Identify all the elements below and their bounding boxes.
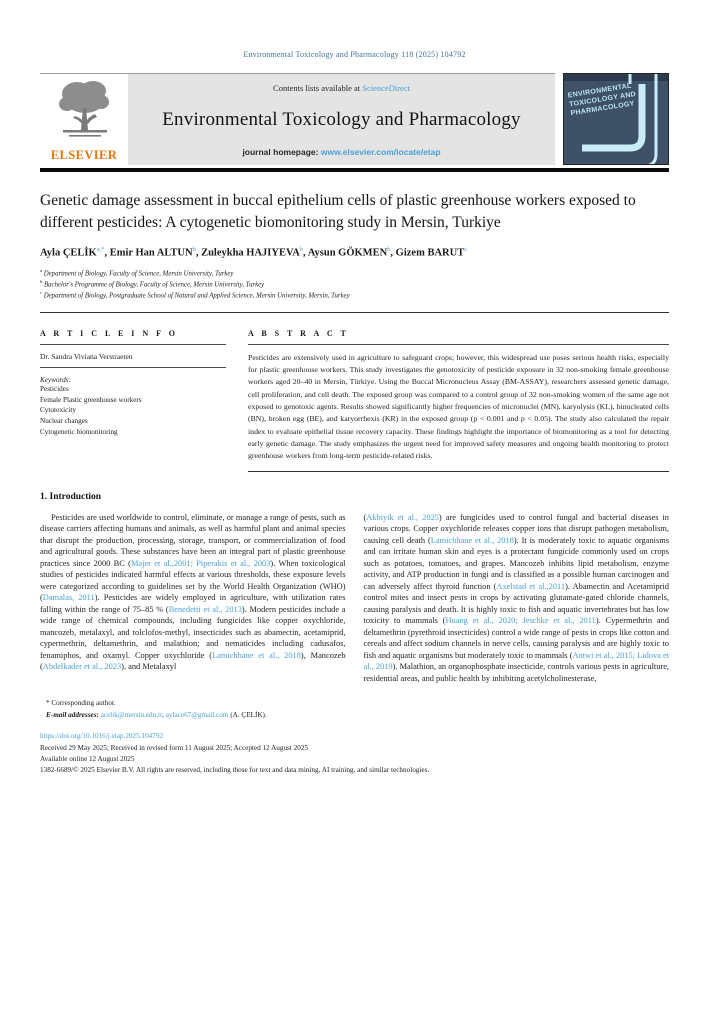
article-info-rule — [40, 344, 226, 345]
article-info-rule2 — [40, 367, 226, 368]
article-info-heading: A R T I C L E I N F O — [40, 328, 178, 338]
abstract-panel — [248, 329, 669, 472]
corresponding-author-note: * Corresponding author. — [46, 699, 116, 708]
superscript-marker: b — [192, 246, 196, 253]
copyright-line: 1382-6689/© 2025 Elsevier B.V. All rights are reserved, including those for text and data mining, AI training, and similar technologies. — [40, 765, 430, 774]
keyword: Cytogenetic biomonitoring — [40, 428, 118, 437]
citation-link[interactable]: Huang et al., 2020; Jeschke et al., 2011 — [445, 616, 596, 626]
superscript-marker: a — [40, 267, 43, 273]
header-rule — [40, 312, 669, 313]
article-info-panel — [40, 329, 226, 472]
footnote-block — [40, 698, 669, 721]
contents-label: Contents lists available at — [273, 83, 361, 93]
email-link-1[interactable]: acelik@mersin.edu.tr — [100, 710, 163, 719]
running-head-citation: Environmental Toxicology and Pharmacology 118 (2025) 104792 — [243, 50, 466, 59]
superscript-marker: b — [387, 246, 391, 253]
email-link-2[interactable]: aylace67@gmail.com — [165, 710, 229, 719]
citation-link[interactable]: Majer et al.,2001; Piperakis et al., 2003 — [130, 558, 271, 568]
citation-link[interactable]: Akbiyik et al., 2025 — [366, 512, 439, 522]
email-suffix: (A. ÇELİK). — [230, 710, 267, 719]
journal-homepage-line — [138, 147, 545, 157]
available-online: Available online 12 August 2025 — [40, 754, 135, 763]
received-dates: Received 29 May 2025; Received in revised form 11 August 2025; Accepted 12 August 2025 — [40, 743, 309, 752]
affiliation-c: $^c$ Department of Biology, Postgraduate School of Natural and Applied Science, Mersin University, Mersin, Turkey — [40, 290, 350, 300]
citation-link[interactable]: Antwi et al., 2015; Lidova et al., 2019 — [363, 650, 669, 672]
homepage-label: journal homepage: — [242, 147, 319, 157]
email-line — [40, 710, 669, 722]
citation-link[interactable]: Axelstad et al.,2011 — [496, 581, 566, 591]
citation-link[interactable]: Lamichhane et al., 2018 — [430, 535, 514, 545]
intro-column-left: Pesticides are used worldwide to control, eliminate, or manage a range of pests, such as disease carriers affecting humans and animals, as well as harmful plant and animal species that disrupt the production, processing, storage, transport, or commercialization of food and agricultural goods. These substances have been an integral part of plastic greenhouse practices since 2000 BC (Majer et al.,2001; Piperakis et al., 2003). When toxicological studies of pesticides indicated harmful effects at various thresholds, these exposure levels were categorized according to guidelines set by the World Health Organization (WHO) (Damalas, 2011). Pesticides are widely employed in agriculture, with utilization rates falling within the range of 75–85 % (Benedetti et al., 2013). Modern pesticides include a wide range of chemical compounds, including fungicides like copper oxychloride, mancozeb, metalaxyl, and tolclofos-methyl, insecticides such as abamectin, acetamiprid, cypermethrin, deltamethrin, and malathion; and nematicides including cadusafos, fenamiphos, and oxamyl. Copper oxychloride (Lamichhane et al., 2018), Mancozeb (Abdelkader et al., 2023), and Metalaxyl — [40, 512, 346, 672]
author-list: Ayla $ÇELİK^{a,*}$, Emir Han ALTUN$^b$, Zuleykha HAJIYEVA$^b$, Aysun GÖKMEN$^b$, Gizem BARUT$^c$ — [40, 246, 468, 259]
elsevier-logo[interactable] — [40, 74, 128, 165]
citation-link[interactable]: Abdelkader et al., 2023 — [42, 662, 122, 672]
citation-link[interactable]: Lamichhane et al., 2018 — [212, 650, 301, 660]
email-separator: , — [162, 710, 164, 719]
affiliation-b: $^b$ Bachelor's Programme of Biology, Faculty of Science, Mersin University, Turkey — [40, 278, 265, 289]
contents-list-line — [138, 83, 545, 93]
intro-column-right: (Akbiyik et al., 2025) are fungicides used to control fungal and bacterial diseases in various crops. Copper oxychloride releases copper ions that disrupt pathogen metabolism, causing cell death (Lamichhane et al., 2018). It is moderately toxic to aquatic organisms and can irritate human skin and eyes is a protectant fungicide commonly used on crops such as potatoes, tomatoes, and grapes. Mancozeb inhibits lipid metabolism, enzyme activity, and ATP production in fungi and is classified as a possible human carcinogen and can adversely affect thyroid function (Axelstad et al.,2011). Abamectin and Acetamiprid control mites and insect pests in crops by activating glutamate-gated chloride channels, causing paralysis and death. It is highly toxic to fish and aquatic invertebrates but has low toxicity to mammals (Huang et al., 2020; Jeschke et al., 2011). Cypermethrin and deltamethrin (pyrethroid insecticides) control a wide range of pests in crops like cotton and cereals and affect sodium channels in nerve cells, causing paralysis and are highly toxic to fish and aquatic organisms but moderately toxic to mammals (Antwi et al., 2015; Lidova et al., 2019). Malathion, an organophosphate insecticide, controls various pests in agriculture, residential areas, and public health by inhibiting acetylcholinesterase, — [363, 512, 670, 683]
superscript-marker: a,* — [96, 246, 105, 253]
keywords-label: Keywords: — [40, 375, 71, 384]
affiliation-a: $^a$ Department of Biology, Faculty of Science, Mersin University, Turkey — [40, 267, 234, 277]
superscript-marker: c — [464, 246, 468, 253]
article-title: Genetic damage assessment in buccal epithelium cells of plastic greenhouse workers exposed to different pesticides: A cytogenetic biomonitoring study in Mersin, Turkiye — [40, 192, 636, 231]
abstract-rule — [248, 344, 669, 345]
sciencedirect-link[interactable]: ScienceDirect — [362, 83, 410, 93]
keyword: Nuclear changes — [40, 417, 88, 426]
keyword: Pesticides — [40, 384, 69, 393]
handling-editor: Dr. Sandra Viviana Verstraeten — [40, 351, 133, 361]
abstract-heading: A B S T R A C T — [248, 328, 349, 338]
journal-homepage-link[interactable]: www.elsevier.com/locate/etap — [320, 147, 441, 157]
citation-link[interactable]: Damalas, 2011 — [42, 593, 95, 603]
journal-banner — [128, 74, 555, 165]
affiliations — [40, 268, 669, 302]
doi-link[interactable]: https://doi.org/10.1016/j.etap.2025.104792 — [40, 732, 164, 741]
journal-cover-thumbnail[interactable] — [563, 73, 669, 165]
journal-masthead — [40, 73, 669, 165]
elsevier-wordmark: ELSEVIER — [50, 148, 118, 162]
section-heading-introduction: 1. Introduction — [40, 491, 102, 502]
superscript-marker: b — [299, 246, 304, 253]
elsevier-tree-icon — [55, 78, 113, 147]
body-columns — [40, 512, 669, 685]
email-label: E-mail addresses: — [46, 710, 99, 719]
abstract-bottom-rule — [248, 471, 669, 472]
publication-info — [40, 731, 669, 776]
journal-title: Environmental Toxicology and Pharmacology — [162, 109, 521, 130]
masthead-divider — [40, 168, 669, 172]
superscript-marker: c — [40, 290, 43, 296]
keyword: Cytotoxicity — [40, 406, 76, 415]
citation-link[interactable]: Benedetti et al., 2013 — [168, 604, 242, 614]
superscript-marker: b — [40, 278, 43, 284]
keyword: Female Plastic greenhouse workers — [40, 395, 142, 404]
abstract-text: Pesticides are extensively used in agriculture to safeguard crops; however, this widespread use poses serious health risks, especially for plastic greenhouse workers. This study investigates the genotoxicity of pesticide exposure in 32 non-smoking female greenhouse workers aged 20–40 in Mersin, Türkiye. Using the Buccal Micronucleus Assay (BM-ASSAY), researchers assessed genetic damage, cell proliferation, and cell death. The exposed group was compared to a control group of 32 non-smoking women of the same age not exposed to genotoxic agents. Results showed significantly higher frequencies of micronuclei (MN), karyolysis (KL), binucleated cells (BN), broken egg (BE), and karyorrhexis (KR) in the exposed group (p < 0.001 and p < 0.05). The study also calculated the repair index to evaluate epithelial tissue recovery capacity. These findings highlight the importance of biomonitoring as a tool for detecting early genetic damage. The study emphasizes the urgent need for improved safety measures and ongoing health monitoring to protect greenhouse workers from long-term pesticide-related risks. — [248, 352, 669, 461]
cover-journal-title: ENVIRONMENTAL TOXICOLOGY AND PHARMACOLOGY — [567, 82, 637, 117]
